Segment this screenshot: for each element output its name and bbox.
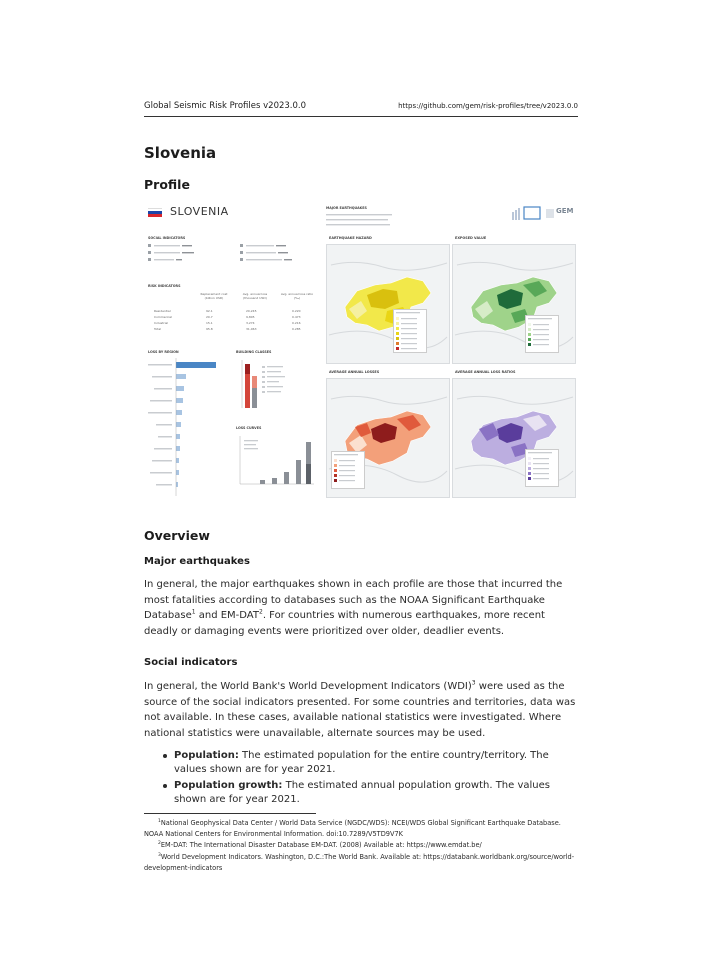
risk-cell: 20.7 xyxy=(206,315,213,319)
list-item xyxy=(160,749,578,777)
loss-by-region-title: LOSS BY REGION xyxy=(148,350,179,354)
map-title: EXPOSED VALUE xyxy=(455,236,487,240)
list-item xyxy=(160,779,578,807)
legend-swatches xyxy=(526,316,558,352)
major-earthquakes-paragraph: In general, the major earthquakes shown in each profile are those that incurred the most fatalities according to databases such as the NOAA Significant Earthquake Database$^1$ and EM-DAT$^2$. For countries with numerous earthquakes, more recent deadly or damaging events were prioritized over older, deadlier events. xyxy=(144,579,563,638)
risk-cell: 20,245 xyxy=(246,309,257,313)
infographic-left-column xyxy=(144,200,316,500)
map-title: AVERAGE ANNUAL LOSSES xyxy=(329,370,380,374)
footnote: $^2$EM-DAT: The International Disaster Database EM-DAT. (2008) Available at: https://www.emdat.be/ xyxy=(158,841,482,850)
risk-cell: 92.1 xyxy=(206,309,213,313)
risk-cell: 3,274 xyxy=(246,321,255,325)
country-name: SLOVENIA xyxy=(170,205,229,218)
footnotes xyxy=(144,818,578,874)
social-indicators-heading: Social indicators xyxy=(144,657,238,668)
social-indicators-graphic xyxy=(148,242,313,266)
risk-cell: 0.473 xyxy=(292,315,301,319)
legend-swatches xyxy=(332,452,364,488)
risk-cell: 0.216 xyxy=(292,321,301,325)
loss-curves-title: LOSS CURVES xyxy=(236,426,262,430)
map-legend xyxy=(525,449,559,487)
risk-cell: 9,805 xyxy=(246,315,255,319)
indicator-list xyxy=(160,749,578,809)
list-item-text: The estimated population for the entire country/territory. The values shown are for year 2021. xyxy=(174,750,549,775)
risk-col-header: Avg. annual loss ratio (‰) xyxy=(280,292,314,300)
major-earthquakes-title: MAJOR EARTHQUAKES xyxy=(326,206,367,210)
building-classes-title: BUILDING CLASSES xyxy=(236,350,272,354)
risk-cell: 0.220 xyxy=(292,309,301,313)
flag-icon xyxy=(148,208,162,217)
map-legend xyxy=(393,309,427,353)
risk-row-label: Total xyxy=(154,327,162,331)
map-average-annual-losses xyxy=(326,370,450,498)
list-item-term: Population growth: xyxy=(174,780,283,791)
loss-by-region-chart xyxy=(148,358,228,498)
page-title: Slovenia xyxy=(144,144,217,162)
risk-row-label: Industrial xyxy=(154,321,169,325)
footnote: $^1$National Geophysical Data Center / World Data Service (NGDC/WDS): NCEI/WDS Global Significant Earthquake Database. NOAA National Centers for Environmental Information. doi:10.7289/V5TD9V7K xyxy=(144,818,561,839)
risk-row-label: Residential xyxy=(154,309,171,313)
footnote-ref[interactable]: 2 xyxy=(258,609,263,617)
map-exposed-value xyxy=(452,236,576,364)
risk-row-label: Commercial xyxy=(154,315,172,319)
risk-col-header: Replacement cost (billion USD) xyxy=(200,292,228,300)
footnote-ref[interactable]: 3 xyxy=(471,679,476,687)
map-earthquake-hazard xyxy=(326,236,450,364)
major-earthquakes-heading: Major earthquakes xyxy=(144,556,250,567)
header-divider xyxy=(144,116,578,117)
risk-indicators-title: RISK INDICATORS xyxy=(148,284,181,288)
profile-heading: Profile xyxy=(144,177,190,192)
risk-cell: 0.285 xyxy=(292,327,301,331)
footnote: $^3$World Development Indicators. Washington, D.C.:The World Bank. Available at: https://databank.worldbank.org/source/world-development-indicators xyxy=(144,852,575,872)
header-url[interactable]: https://github.com/gem/risk-profiles/tree/v2023.0.0 xyxy=(398,102,578,110)
gem-logo xyxy=(512,204,576,224)
risk-indicators-table xyxy=(148,292,316,336)
map-legend xyxy=(331,451,365,489)
map-legend xyxy=(525,315,559,353)
map-average-annual-loss-ratios xyxy=(452,370,576,498)
risk-col-header: Avg. annual loss (thousand USD) xyxy=(242,292,268,300)
running-header xyxy=(144,101,578,115)
loss-curves-chart xyxy=(236,434,316,496)
social-indicators-paragraph: In general, the World Bank's World Development Indicators (WDI)$^3$ were used as the source of the social indicators presented. For some countries and territories, data was not available. In these cases, available national statistics were investigated. Where national statistics were unavailable, alternate sources may be used. xyxy=(144,679,576,740)
footnote-divider xyxy=(144,813,316,814)
header-title: Global Seismic Risk Profiles v2023.0.0 xyxy=(144,101,307,111)
legend-swatches xyxy=(394,310,426,352)
risk-cell: 15.1 xyxy=(206,321,213,325)
infographic-right-column xyxy=(324,200,578,500)
gem-logo-text: GEM xyxy=(556,207,574,215)
building-classes-chart xyxy=(236,358,312,416)
list-item-term: Population: xyxy=(174,750,239,761)
legend-swatches xyxy=(526,450,558,486)
risk-cell: 95.8 xyxy=(206,327,213,331)
list-item-text: The estimated annual population growth. The values shown are for year 2021. xyxy=(174,780,550,805)
map-title: AVERAGE ANNUAL LOSS RATIOS xyxy=(455,370,516,374)
risk-cell: 31,063 xyxy=(246,327,257,331)
footnote-ref[interactable]: 1 xyxy=(191,609,196,617)
overview-heading: Overview xyxy=(144,528,210,543)
map-title: EARTHQUAKE HAZARD xyxy=(329,236,372,240)
slovenia-hazard-map xyxy=(327,245,449,363)
social-indicators-title: SOCIAL INDICATORS xyxy=(148,236,186,240)
major-earthquakes-list xyxy=(326,212,406,232)
profile-infographic xyxy=(144,200,578,500)
